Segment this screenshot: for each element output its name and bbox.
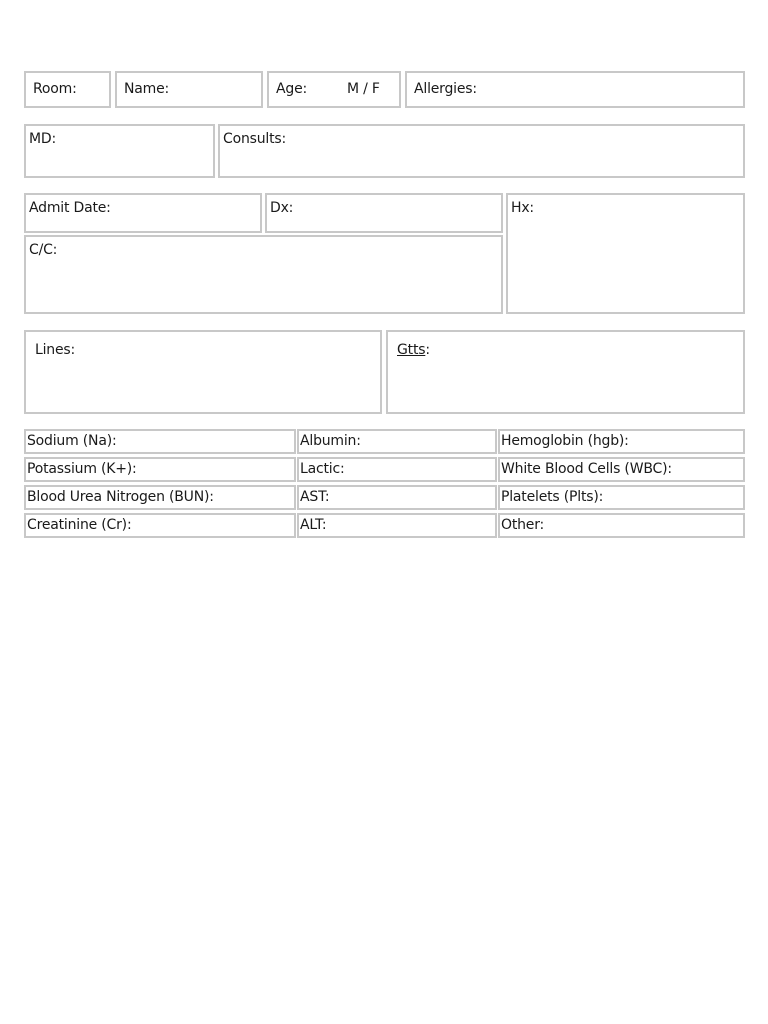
- hx-label: Hx:: [511, 200, 534, 216]
- lab-label: Potassium (K+):: [27, 461, 137, 477]
- gtts-field[interactable]: [386, 330, 745, 414]
- lab-cell-alt[interactable]: [297, 513, 497, 538]
- consults-field[interactable]: [218, 124, 745, 178]
- cc-label: C/C:: [29, 242, 58, 258]
- lab-cell-bun[interactable]: [24, 485, 296, 510]
- lab-cell-platelets[interactable]: [498, 485, 745, 510]
- dx-label: Dx:: [270, 200, 294, 216]
- lab-label: Blood Urea Nitrogen (BUN):: [27, 489, 214, 505]
- lab-label: AST:: [300, 489, 330, 505]
- lab-cell-lactic[interactable]: [297, 457, 497, 482]
- lines-label: Lines:: [35, 342, 75, 358]
- md-label: MD:: [29, 131, 56, 147]
- lab-label: Creatinine (Cr):: [27, 517, 132, 533]
- lab-cell-other[interactable]: [498, 513, 745, 538]
- gtts-label: [397, 342, 430, 358]
- lab-label: Platelets (Plts):: [501, 489, 604, 505]
- lab-cell-albumin[interactable]: [297, 429, 497, 454]
- lab-cell-ast[interactable]: [297, 485, 497, 510]
- lab-cell-wbc[interactable]: [498, 457, 745, 482]
- admit-date-label: Admit Date:: [29, 200, 111, 216]
- room-field[interactable]: [24, 71, 111, 108]
- lab-label: ALT:: [300, 517, 327, 533]
- lab-label: Lactic:: [300, 461, 345, 477]
- gtts-label-text: Gtts: [397, 342, 426, 358]
- allergies-field[interactable]: [405, 71, 745, 108]
- admit-date-field[interactable]: [24, 193, 262, 233]
- lab-cell-potassium[interactable]: [24, 457, 296, 482]
- age-sex-field[interactable]: [267, 71, 401, 108]
- lab-cell-creatinine[interactable]: [24, 513, 296, 538]
- name-field[interactable]: [115, 71, 263, 108]
- lab-label: Sodium (Na):: [27, 433, 117, 449]
- lab-label: Hemoglobin (hgb):: [501, 433, 629, 449]
- lab-cell-sodium[interactable]: [24, 429, 296, 454]
- lab-label: Albumin:: [300, 433, 361, 449]
- lab-label: Other:: [501, 517, 545, 533]
- cc-field[interactable]: [24, 235, 503, 314]
- dx-field[interactable]: [265, 193, 503, 233]
- lab-label: White Blood Cells (WBC):: [501, 461, 672, 477]
- md-field[interactable]: [24, 124, 215, 178]
- lab-cell-hemoglobin[interactable]: [498, 429, 745, 454]
- consults-label: Consults:: [223, 131, 286, 147]
- name-label: Name:: [124, 81, 170, 97]
- age-label: Age:: [276, 81, 307, 97]
- hx-field[interactable]: [506, 193, 745, 314]
- room-label: Room:: [33, 81, 77, 97]
- gtts-label-colon: :: [425, 342, 430, 358]
- allergies-label: Allergies:: [414, 81, 477, 97]
- sex-options: M / F: [347, 81, 380, 97]
- lines-field[interactable]: [24, 330, 382, 414]
